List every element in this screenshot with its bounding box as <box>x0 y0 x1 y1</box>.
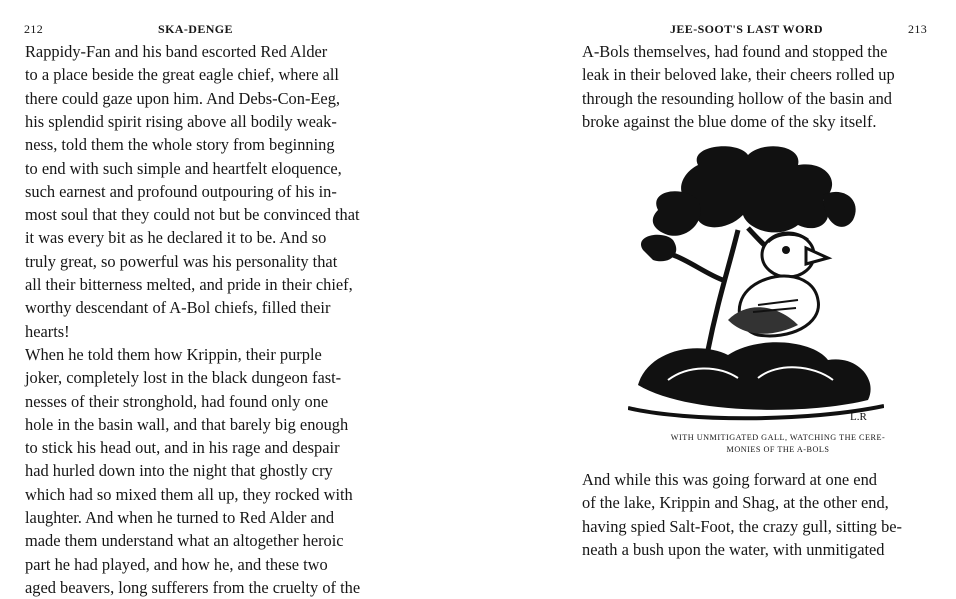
right-running-head: JEE-SOOT'S LAST WORD <box>670 22 823 36</box>
text-line: broke against the blue dome of the sky itself. <box>582 111 877 131</box>
left-page <box>0 0 470 597</box>
text-line: of the lake, Krippin and Shag, at the other end, <box>582 493 889 513</box>
text-line: nesses of their stronghold, had found only one <box>25 391 329 411</box>
text-line: leak in their beloved lake, their cheers rolled up <box>582 65 895 85</box>
text-line: Rappidy-Fan and his band escorted Red Alder <box>25 42 328 61</box>
text-line: When he told them how Krippin, their purple <box>25 344 322 364</box>
text-line: had hurled down into the night that ghostly cry <box>25 461 333 481</box>
text-line: most soul that they could not but be convinced that <box>25 205 360 225</box>
text-line: A-Bols themselves, had found and stopped the <box>582 42 888 61</box>
left-running-head: SKA-DENGE <box>158 22 233 36</box>
text-line: And while this was going forward at one end <box>582 470 877 489</box>
text-line: ness, told them the whole story from beginning <box>25 135 335 155</box>
text-line: there could gaze upon him. And Debs-Con-Eeg, <box>25 88 340 108</box>
text-line: joker, completely lost in the black dungeon fast- <box>25 368 342 388</box>
text-line: to stick his head out, and in his rage and despair <box>25 438 340 458</box>
text-line: his splendid spirit rising above all bodily weak- <box>25 111 337 131</box>
text-line: such earnest and profound outpouring of his in- <box>25 181 337 201</box>
right-page <box>478 0 956 578</box>
text-line: having spied Salt-Foot, the crazy gull, sitting be- <box>582 516 903 536</box>
text-line: which had so mixed them all up, they rocked with <box>25 484 353 504</box>
right-page-number: 213 <box>908 22 928 36</box>
text-line: all their bitterness melted, and pride in their chief, <box>25 275 353 294</box>
text-line: made them understand what an altogether heroic <box>25 531 344 551</box>
text-line: through the resounding hollow of the basin and <box>582 88 893 108</box>
text-line: worthy descendant of A-Bol chiefs, filled their <box>25 298 331 318</box>
text-line: part he had played, and how he, and these two <box>25 554 328 574</box>
text-line: hole in the basin wall, and that barely big enough <box>25 414 349 434</box>
text-line: truly great, so powerful was his personality that <box>25 251 338 271</box>
caption-line: MONIES OF THE A-BOLS <box>726 445 830 454</box>
text-line: to end with such simple and heartfelt eloquence, <box>25 158 342 178</box>
caption-line: WITH UNMITIGATED GALL, WATCHING THE CERE- <box>670 433 886 442</box>
text-line: aged beavers, long sufferers from the cruelty of the <box>25 577 361 597</box>
text-line: hearts! <box>25 321 70 341</box>
text-line: it was every bit as he declared it to be. And so <box>25 228 327 248</box>
text-line: laughter. And when he turned to Red Alder and <box>25 508 335 527</box>
text-line: to a place beside the great eagle chief, where all <box>25 65 339 85</box>
illustration-signature: L.R <box>850 411 867 423</box>
illustration-gull-on-rock <box>628 140 884 425</box>
left-page-number: 212 <box>24 22 44 36</box>
text-line: neath a bush upon the water, with unmitigated <box>582 539 885 559</box>
